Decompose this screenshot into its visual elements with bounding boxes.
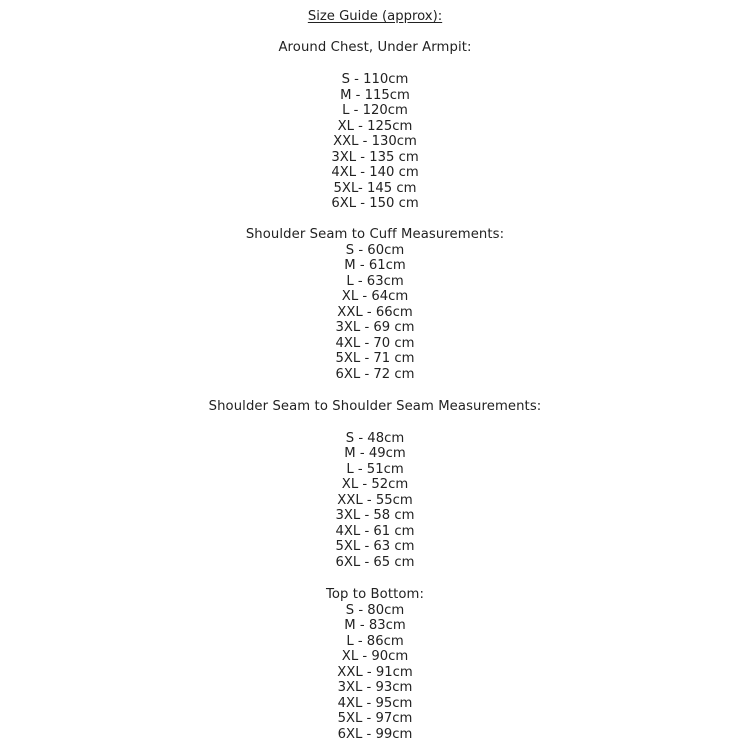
size-row: L - 51cm: [346, 461, 404, 477]
size-row: S - 48cm: [345, 430, 405, 446]
size-row: XL - 90cm: [341, 649, 409, 664]
size-guide-title: Size Guide (approx):: [307, 9, 443, 24]
size-row: 5XL - 71 cm: [335, 351, 415, 366]
size-row: 6XL - 65 cm: [335, 554, 415, 570]
size-row: S - 80cm: [345, 602, 405, 618]
size-row: XL - 64cm: [341, 289, 409, 304]
size-row: 3XL - 93cm: [337, 680, 413, 695]
section-heading-top-to-bottom: Top to Bottom:: [325, 587, 425, 602]
size-row: M - 115cm: [340, 87, 410, 103]
size-row: 3XL - 58 cm: [335, 508, 415, 523]
size-row: 4XL - 61 cm: [335, 523, 415, 539]
size-row: M - 49cm: [344, 446, 406, 461]
size-row: M - 61cm: [344, 258, 406, 273]
size-row: L - 63cm: [346, 273, 404, 289]
size-row: 4XL - 70 cm: [335, 335, 415, 351]
size-row: XXL - 66cm: [337, 304, 413, 320]
size-row: 5XL - 97cm: [337, 711, 413, 726]
size-row: XL - 125cm: [337, 118, 413, 134]
size-row: 3XL - 135 cm: [331, 149, 419, 165]
size-row: S - 60cm: [345, 242, 405, 258]
size-row: 3XL - 69 cm: [335, 320, 415, 335]
size-row: M - 83cm: [344, 618, 406, 633]
size-row: 4XL - 140 cm: [331, 165, 419, 180]
size-row: XL - 52cm: [341, 477, 409, 492]
size-row: XXL - 130cm: [333, 134, 417, 149]
size-row: 5XL - 63 cm: [335, 539, 415, 554]
size-row: 6XL - 150 cm: [331, 196, 419, 211]
size-row: L - 120cm: [342, 103, 408, 118]
size-row: 4XL - 95cm: [337, 695, 413, 711]
size-row: L - 86cm: [346, 633, 404, 649]
section-heading-chest: Around Chest, Under Armpit:: [278, 40, 472, 55]
size-row: XXL - 91cm: [337, 664, 413, 680]
size-row: 6XL - 72 cm: [335, 366, 415, 382]
section-heading-shoulder-to-shoulder: Shoulder Seam to Shoulder Seam Measurements:: [208, 399, 542, 414]
section-heading-shoulder-to-cuff: Shoulder Seam to Cuff Measurements:: [245, 227, 505, 242]
size-row: 5XL- 145 cm: [333, 180, 417, 196]
size-row: XXL - 55cm: [337, 492, 413, 508]
size-row: 6XL - 99cm: [337, 726, 413, 742]
size-row: S - 110cm: [341, 72, 409, 87]
